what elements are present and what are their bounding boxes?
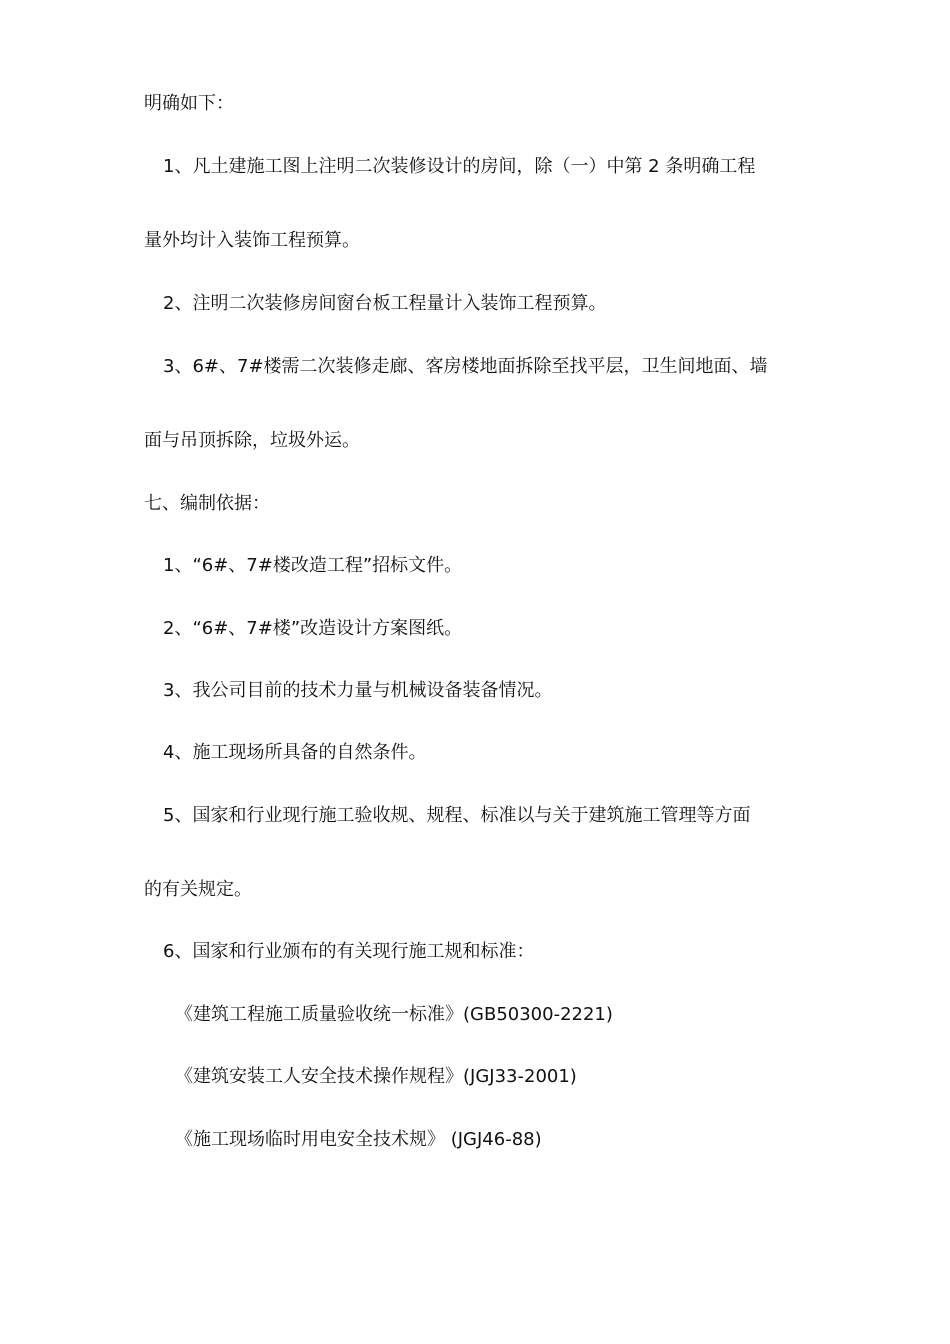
text-line: 3、我公司目前的技术力量与机械设备装备情况。 <box>163 680 553 701</box>
text-line: 6、国家和行业颁布的有关现行施工规和标准： <box>163 941 535 962</box>
standard-reference: 《施工现场临时用电安全技术规》 (JGJ46-88) <box>175 1129 542 1150</box>
text-line: 面与吊顶拆除，垃圾外运。 <box>144 430 360 451</box>
section-heading: 七、编制依据： <box>144 493 270 514</box>
text-line: 5、国家和行业现行施工验收规、规程、标准以与关于建筑施工管理等方面 <box>163 805 751 826</box>
text-line: 1、“6#、7#楼改造工程”招标文件。 <box>163 555 463 576</box>
text-line: 3、6#、7#楼需二次装修走廊、客房楼地面拆除至找平层，卫生间地面、墙 <box>163 356 768 377</box>
text-line: 2、“6#、7#楼”改造设计方案图纸。 <box>163 618 463 639</box>
text-line: 明确如下： <box>144 93 234 114</box>
text-line: 量外均计入装饰工程预算。 <box>144 230 360 251</box>
text-line: 的有关规定。 <box>144 879 252 900</box>
text-line: 1、凡土建施工图上注明二次装修设计的房间，除（一）中第 2 条明确工程 <box>163 156 756 177</box>
standard-reference: 《建筑安装工人安全技术操作规程》(JGJ33-2001) <box>175 1066 577 1087</box>
text-line: 2、注明二次装修房间窗台板工程量计入装饰工程预算。 <box>163 293 607 314</box>
text-line: 4、施工现场所具备的自然条件。 <box>163 742 427 763</box>
standard-reference: 《建筑工程施工质量验收统一标准》(GB50300-2221) <box>175 1004 613 1025</box>
